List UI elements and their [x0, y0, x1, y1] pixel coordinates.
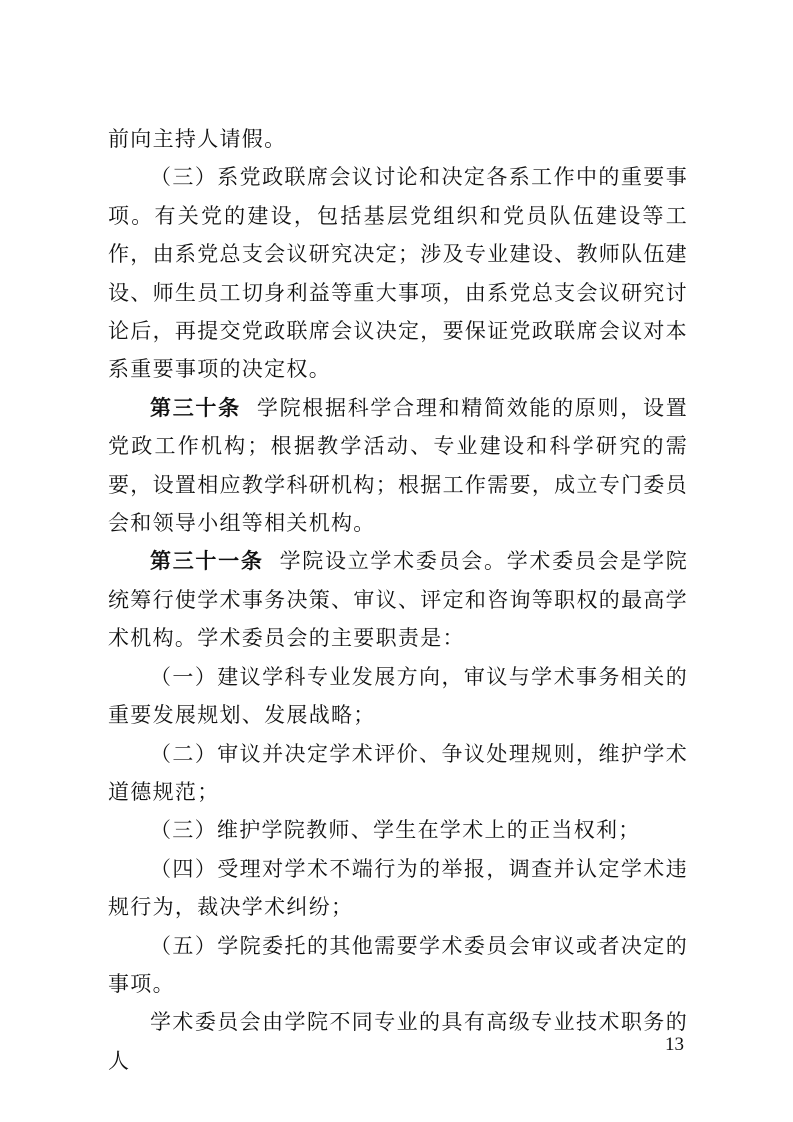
article-heading: 第三十一条	[150, 549, 264, 574]
paragraph-item-three	[108, 158, 688, 388]
page-number: 13	[665, 1034, 684, 1055]
paragraph-text: （五）学院委托的其他需要学术委员会审议或者决定的事项。	[108, 933, 688, 996]
article-heading: 第三十条	[150, 395, 241, 420]
paragraph-text: 前向主持人请假。	[108, 127, 287, 151]
committee-composition	[108, 1003, 688, 1080]
duty-item-two	[108, 735, 688, 812]
duty-item-four	[108, 850, 688, 927]
paragraph-text: 学院根据科学合理和精简效能的原则，设置党政工作机构；根据教学活动、专业建设和科学研究的需要，设置相应教学科研机构；根据工作需要，成立专门委员会和领导小组等相关机构。	[108, 395, 688, 536]
paragraph-text: （四）受理对学术不端行为的举报，调查并认定学术违规行为，裁决学术纠纷；	[108, 856, 688, 920]
duty-item-five	[108, 927, 688, 1004]
paragraph-text: （一）建议学科专业发展方向，审议与学术事务相关的重要发展规划、发展战略；	[108, 664, 688, 728]
article-31	[108, 542, 688, 657]
duty-item-three	[108, 811, 688, 849]
duty-item-one	[108, 658, 688, 735]
paragraph-text: （三）维护学院教师、学生在学术上的正当权利；	[150, 818, 641, 843]
paragraph-text: （二）审议并决定学术评价、争议处理规则，维护学术道德规范；	[108, 741, 688, 804]
body-text	[108, 120, 688, 1080]
paragraph-text: 学术委员会由学院不同专业的具有高级专业技术职务的人	[108, 1010, 688, 1073]
paragraph-text: （三）系党政联席会议讨论和决定各系工作中的重要事项。有关党的建设，包括基层党组织和党员队伍建设等工作，由系党总支会议研究决定；涉及专业建设、教师队伍建设、师生员工切身利益等重大事项，由系党总支会议研究讨论后，再提交党政联席会议决定，要保证党政联席会议对本系重要事项的决定权。	[108, 165, 688, 382]
article-30	[108, 389, 688, 543]
paragraph-text: 学院设立学术委员会。学术委员会是学院统筹行使学术事务决策、审议、评定和咨询等职权的最高学术机构。学术委员会的主要职责是：	[108, 549, 689, 651]
paragraph-continuation	[108, 120, 688, 158]
